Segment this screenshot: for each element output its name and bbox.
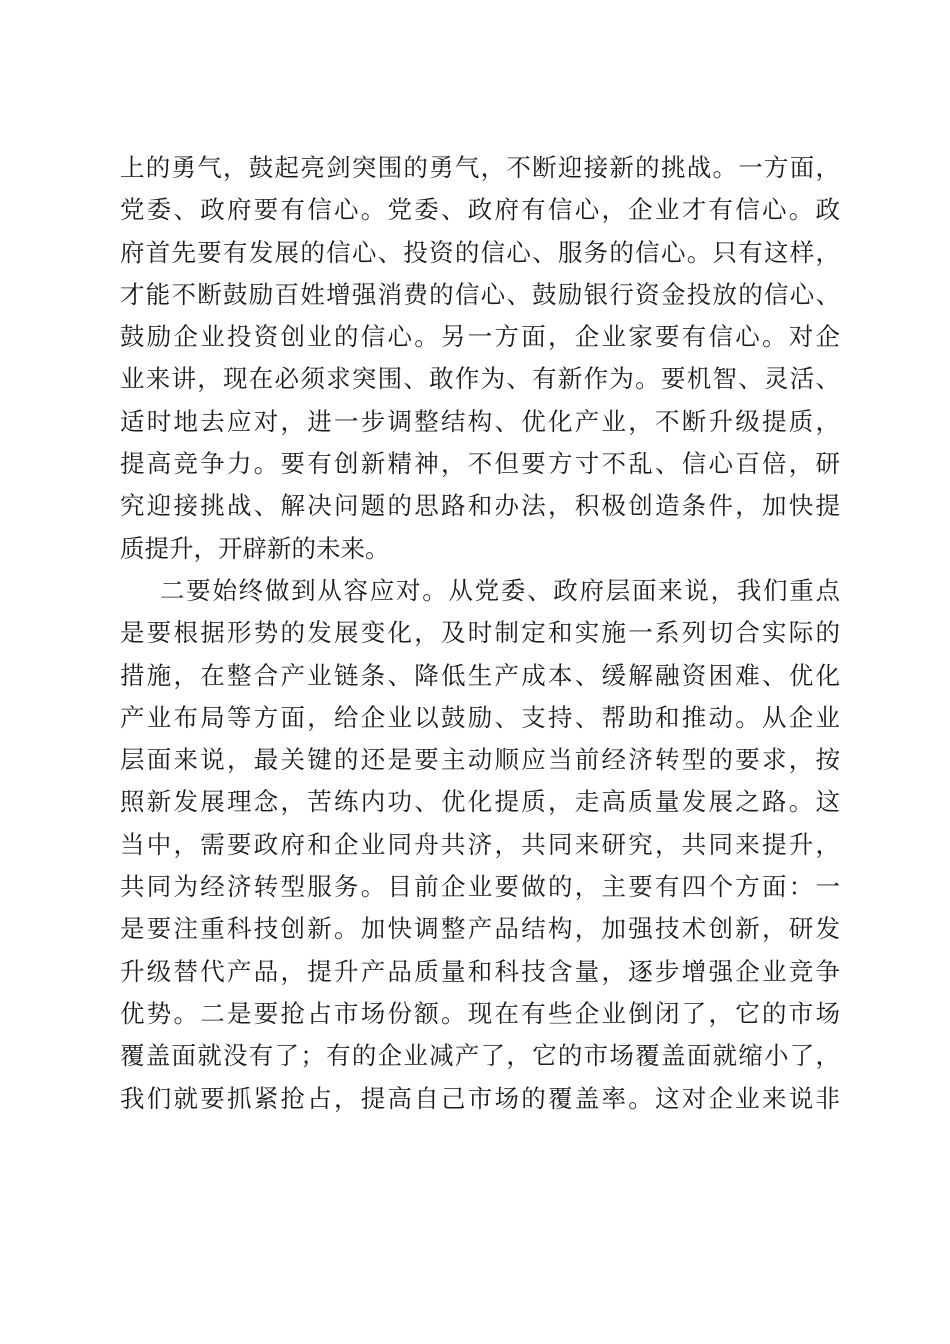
text-line: 升级替代产品，提升产品质量和科技含量，逐步增强企业竞争 <box>120 956 840 986</box>
text-line: 共同为经济转型服务。目前企业要做的，主要有四个方面：一 <box>120 872 840 902</box>
text-line: 措施，在整合产业链条、降低生产成本、缓解融资困难、优化 <box>120 660 840 690</box>
text-line: 究迎接挑战、解决问题的思路和办法，积极创造条件，加快提 <box>120 491 840 521</box>
text-line: 产业布局等方面，给企业以鼓励、支持、帮助和推动。从企业 <box>120 702 840 732</box>
text-line: 府首先要有发展的信心、投资的信心、服务的信心。只有这样， <box>120 237 840 267</box>
text-line: 是要根据形势的发展变化，及时制定和实施一系列切合实际的 <box>120 618 840 648</box>
body-text <box>120 147 840 1120</box>
text-line: 业来讲，现在必须求突围、敢作为、有新作为。要机智、灵活、 <box>120 364 840 394</box>
text-line: 鼓励企业投资创业的信心。另一方面，企业家要有信心。对企 <box>120 322 840 352</box>
text-line: 层面来说，最关键的还是要主动顺应当前经济转型的要求，按 <box>120 745 840 775</box>
text-line: 才能不断鼓励百姓增强消费的信心、鼓励银行资金投放的信心、 <box>120 279 840 309</box>
text-line: 覆盖面就没有了；有的企业减产了，它的市场覆盖面就缩小了， <box>120 1041 840 1071</box>
text-line: 当中，需要政府和企业同舟共济，共同来研究，共同来提升， <box>120 829 840 859</box>
text-line: 党委、政府要有信心。党委、政府有信心，企业才有信心。政 <box>120 195 840 225</box>
paragraph-first-line: 二要始终做到从容应对。从党委、政府层面来说，我们重点 <box>160 575 840 605</box>
text-line: 照新发展理念，苦练内功、优化提质，走高质量发展之路。这 <box>120 787 840 817</box>
text-line: 适时地去应对，进一步调整结构、优化产业，不断升级提质， <box>120 406 840 436</box>
text-line: 是要注重科技创新。加快调整产品结构，加强技术创新，研发 <box>120 914 840 944</box>
text-line: 提高竞争力。要有创新精神，不但要方寸不乱、信心百倍，研 <box>120 449 840 479</box>
text-line: 优势。二是要抢占市场份额。现在有些企业倒闭了，它的市场 <box>120 998 840 1028</box>
text-line: 我们就要抓紧抢占，提高自己市场的覆盖率。这对企业来说非 <box>120 1083 840 1113</box>
paragraph-end-line: 质提升，开辟新的未来。 <box>120 533 390 563</box>
text-line: 上的勇气，鼓起亮剑突围的勇气，不断迎接新的挑战。一方面， <box>120 153 840 182</box>
